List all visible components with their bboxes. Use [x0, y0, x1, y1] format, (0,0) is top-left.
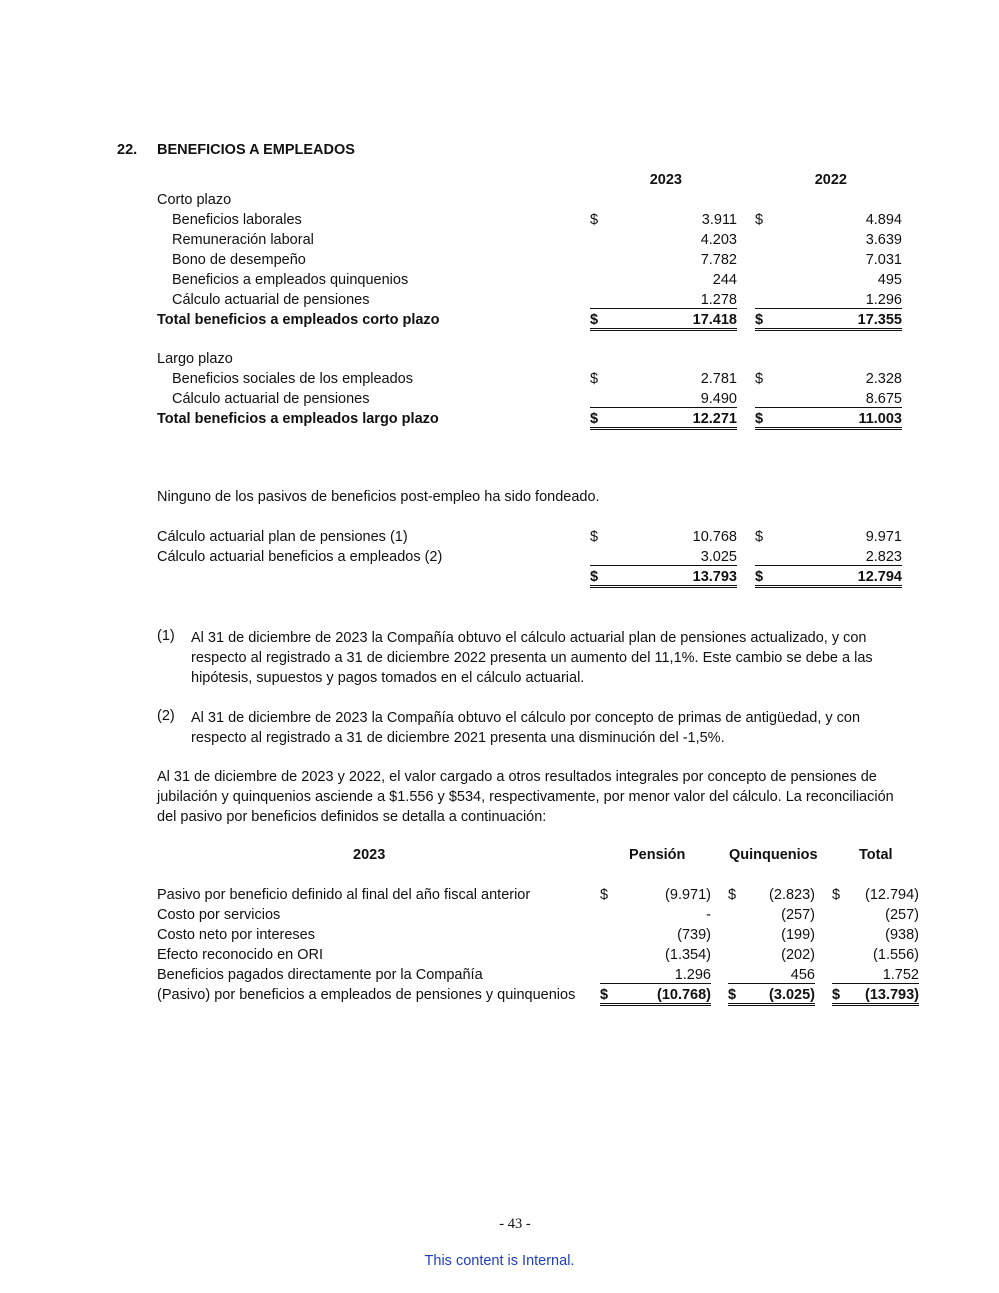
- currency-symbol: $: [590, 569, 599, 585]
- corto-total-label: Total beneficios a empleados corto plazo: [157, 312, 440, 328]
- reconciliation-value: (739): [677, 927, 711, 943]
- currency-symbol: $: [755, 312, 764, 328]
- corto-row-label: Cálculo actuarial de pensiones: [172, 292, 370, 308]
- value-2022: 9.971: [865, 529, 902, 545]
- currency-symbol: $: [755, 411, 764, 427]
- total-2022: 17.355: [755, 312, 902, 331]
- currency-symbol: $: [600, 887, 609, 903]
- reconciliation-value: (202): [781, 947, 815, 963]
- pension-column-header: Pensión: [629, 847, 686, 863]
- currency-symbol: $: [590, 212, 599, 228]
- reconciliation-total: (3.025): [728, 987, 815, 1006]
- reconciliation-year-header: 2023: [353, 847, 386, 863]
- unfunded-note: Ninguno de los pasivos de beneficios post-empleo ha sido fondeado.: [157, 489, 600, 505]
- corto-row-label: Beneficios a empleados quinquenios: [172, 272, 409, 288]
- value-2023: 7.782: [700, 252, 737, 268]
- value-2022: 8.675: [755, 391, 902, 408]
- currency-symbol: $: [755, 212, 764, 228]
- quinquenios-column-header: Quinquenios: [729, 847, 818, 863]
- actuarial-row-label: Cálculo actuarial beneficios a empleados (2): [157, 549, 443, 565]
- currency-symbol: $: [590, 371, 599, 387]
- currency-symbol: $: [832, 987, 841, 1003]
- currency-symbol: $: [755, 569, 764, 585]
- reconciliation-value: (199): [781, 927, 815, 943]
- currency-symbol: $: [755, 529, 764, 545]
- corto-row-label: Remuneración laboral: [172, 232, 314, 248]
- largo-plazo-label: Largo plazo: [157, 351, 233, 367]
- value-2022: 7.031: [865, 252, 902, 268]
- reconciliation-row-label: Pasivo por beneficio definido al final del año fiscal anterior: [157, 887, 531, 903]
- actuarial-row-label: Cálculo actuarial plan de pensiones (1): [157, 529, 408, 545]
- currency-symbol: $: [600, 987, 609, 1003]
- year-2022-header: 2022: [814, 172, 847, 188]
- currency-symbol: $: [590, 312, 599, 328]
- total-column-header: Total: [859, 847, 893, 863]
- corto-row-label: Beneficios laborales: [172, 212, 302, 228]
- section-title: BENEFICIOS A EMPLEADOS: [157, 142, 355, 158]
- value-2022: 2.328: [865, 371, 902, 387]
- value-2023: 9.490: [590, 391, 737, 408]
- value-2022: 4.894: [865, 212, 902, 228]
- reconciliation-row-label: Costo por servicios: [157, 907, 281, 923]
- total-2023: 13.793: [590, 569, 737, 588]
- currency-symbol: $: [728, 887, 737, 903]
- footnote-1-number: (1): [157, 628, 175, 644]
- total-2022: 12.794: [755, 569, 902, 588]
- reconciliation-value: (257): [781, 907, 815, 923]
- reconciliation-value: (938): [885, 927, 919, 943]
- value-2023: 4.203: [700, 232, 737, 248]
- footnote-1-text: Al 31 de diciembre de 2023 la Compañía obtuvo el cálculo actuarial plan de pensiones actualizado, y con respecto al registrado a 31 de diciembre 2022 presenta un aumento del 11,1%. Este cambio se debe a las hipótesis, supuestos y pagos tomados en el cálculo actuarial.: [191, 630, 873, 686]
- value-2022: 1.296: [755, 292, 902, 309]
- value-2023: 10.768: [692, 529, 737, 545]
- value-2023: 2.781: [700, 371, 737, 387]
- reconciliation-row-label: Efecto reconocido en ORI: [157, 947, 324, 963]
- reconciliation-value: (1.354): [665, 947, 711, 963]
- value-2022: 495: [877, 272, 902, 288]
- reconciliation-row-label: Beneficios pagados directamente por la Compañía: [157, 967, 483, 983]
- total-2023: 17.418: [590, 312, 737, 331]
- section-number: 22.: [117, 142, 138, 158]
- value-2023: 3.911: [701, 212, 737, 228]
- page-number: - 43 -: [499, 1216, 531, 1232]
- total-2022: 11.003: [755, 411, 902, 430]
- largo-row-label: Cálculo actuarial de pensiones: [172, 391, 370, 407]
- value-2023: 3.025: [590, 549, 737, 566]
- currency-symbol: $: [590, 411, 599, 427]
- reconciliation-value: 1.296: [600, 967, 711, 984]
- currency-symbol: $: [728, 987, 737, 1003]
- reconciliation-value: (9.971): [665, 887, 711, 903]
- reconciliation-total-label: (Pasivo) por beneficios a empleados de pensiones y quinquenios: [157, 987, 576, 1003]
- year-2023-header: 2023: [649, 172, 682, 188]
- currency-symbol: $: [590, 529, 599, 545]
- reconciliation-total: (13.793): [832, 987, 919, 1006]
- reconciliation-value: -: [706, 907, 711, 923]
- value-2022: 2.823: [755, 549, 902, 566]
- largo-total-label: Total beneficios a empleados largo plazo: [157, 411, 439, 427]
- currency-symbol: $: [755, 371, 764, 387]
- reconciliation-row-label: Costo neto por intereses: [157, 927, 315, 943]
- value-2023: 1.278: [590, 292, 737, 309]
- classification-label: This content is Internal.: [424, 1253, 575, 1269]
- reconciliation-total: (10.768): [600, 987, 711, 1006]
- corto-plazo-label: Corto plazo: [157, 192, 232, 208]
- reconciliation-value: 1.752: [832, 967, 919, 984]
- reconciliation-value: 456: [728, 967, 815, 984]
- footnote-2-text: Al 31 de diciembre de 2023 la Compañía obtuvo el cálculo por concepto de primas de antigüedad, y con respecto al registrado a 31 de diciembre 2021 presenta una disminución del -1,5%.: [191, 710, 861, 746]
- footnote-2-number: (2): [157, 708, 175, 724]
- reconciliation-value: (2.823): [769, 887, 815, 903]
- value-2023: 244: [712, 272, 737, 288]
- corto-row-label: Bono de desempeño: [172, 252, 306, 268]
- reconciliation-value: (257): [885, 907, 919, 923]
- reconciliation-value: (12.794): [864, 887, 919, 903]
- total-2023: 12.271: [590, 411, 737, 430]
- reconciliation-paragraph: Al 31 de diciembre de 2023 y 2022, el valor cargado a otros resultados integrales por concepto de pensiones de jubilación y quinquenios asciende a $1.556 y $534, respectivamente, por menor valor del cálculo. La reconciliación del pasivo por beneficios definidos se detalla a continuación:: [157, 769, 894, 825]
- value-2022: 3.639: [865, 232, 902, 248]
- currency-symbol: $: [832, 887, 841, 903]
- reconciliation-value: (1.556): [873, 947, 919, 963]
- largo-row-label: Beneficios sociales de los empleados: [172, 371, 413, 387]
